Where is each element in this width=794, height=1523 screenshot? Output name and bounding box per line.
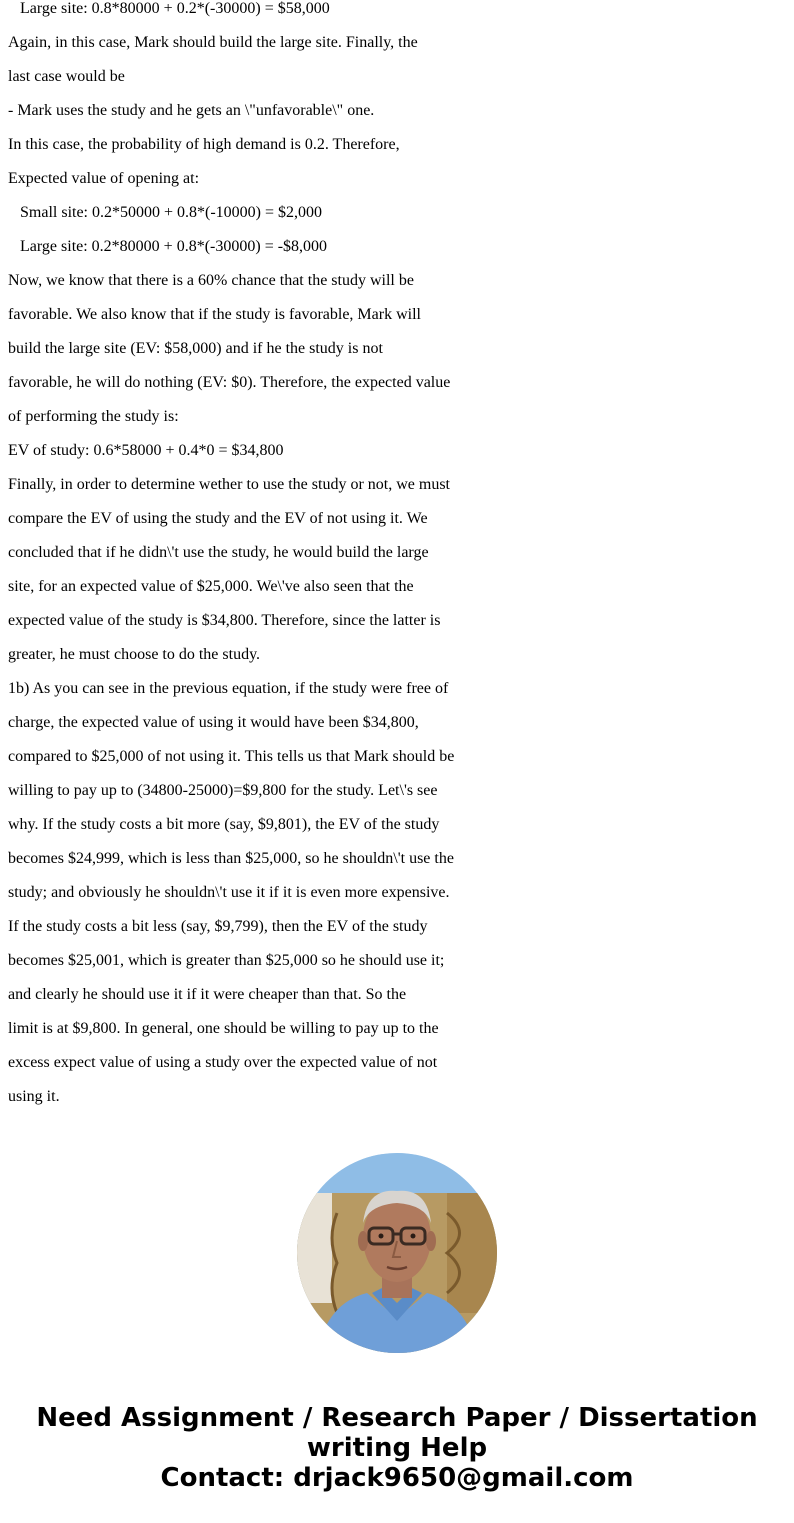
text-line: concluded that if he didn\'t use the study, he would build the large	[8, 544, 429, 561]
text-line: of performing the study is:	[8, 408, 179, 425]
text-line: study; and obviously he shouldn\'t use it if it is even more expensive.	[8, 884, 450, 901]
text-line: Finally, in order to determine wether to use the study or not, we must	[8, 476, 450, 493]
text-line: last case would be	[8, 68, 125, 85]
author-avatar	[297, 1153, 497, 1353]
text-line: Small site: 0.2*50000 + 0.8*(-10000) = $2,000	[20, 204, 323, 221]
text-line: becomes $25,001, which is greater than $25,000 so he should use it;	[8, 952, 445, 969]
text-line: charge, the expected value of using it would have been $34,800,	[8, 714, 419, 731]
text-line: becomes $24,999, which is less than $25,000, so he shouldn\'t use the	[8, 850, 454, 867]
text-line: site, for an expected value of $25,000. We\'ve also seen that the	[8, 578, 414, 595]
text-line: compare the EV of using the study and the EV of not using it. We	[8, 510, 428, 527]
text-line: limit is at $9,800. In general, one should be willing to pay up to the	[8, 1020, 439, 1037]
text-line: EV of study: 0.6*58000 + 0.4*0 = $34,800	[8, 442, 284, 459]
promo-banner	[0, 1403, 794, 1493]
text-line: If the study costs a bit less (say, $9,799), then the EV of the study	[8, 918, 428, 935]
text-line: why. If the study costs a bit more (say, $9,801), the EV of the study	[8, 816, 440, 833]
text-line: Large site: 0.2*80000 + 0.8*(-30000) = -$8,000	[20, 238, 328, 255]
promo-line-2: writing Help	[306, 1433, 488, 1463]
text-line: favorable. We also know that if the study is favorable, Mark will	[8, 306, 421, 323]
text-line: - Mark uses the study and he gets an \"unfavorable\" one.	[8, 102, 375, 119]
text-line: Large site: 0.8*80000 + 0.2*(-30000) = $58,000	[20, 0, 330, 17]
text-line: favorable, he will do nothing (EV: $0). Therefore, the expected value	[8, 374, 451, 391]
text-line: Expected value of opening at:	[8, 170, 200, 187]
text-line: willing to pay up to (34800-25000)=$9,800 for the study. Let\'s see	[8, 782, 438, 799]
text-line: Again, in this case, Mark should build the large site. Finally, the	[8, 34, 418, 51]
text-line: and clearly he should use it if it were cheaper than that. So the	[8, 986, 407, 1003]
text-line: expected value of the study is $34,800. Therefore, since the latter is	[8, 612, 441, 629]
text-line: using it.	[8, 1088, 60, 1105]
text-line: In this case, the probability of high demand is 0.2. Therefore,	[8, 136, 400, 153]
text-line: excess expect value of using a study over the expected value of not	[8, 1054, 438, 1071]
text-line: 1b) As you can see in the previous equation, if the study were free of	[8, 680, 449, 697]
text-line: build the large site (EV: $58,000) and if he the study is not	[8, 340, 383, 357]
text-line: greater, he must choose to do the study.	[8, 646, 261, 663]
text-line: compared to $25,000 of not using it. This tells us that Mark should be	[8, 748, 455, 765]
solution-text	[8, 0, 468, 1114]
promo-line-1: Need Assignment / Research Paper / Dissertation	[36, 1403, 758, 1433]
text-line: Now, we know that there is a 60% chance that the study will be	[8, 272, 414, 289]
promo-contact: Contact: drjack9650@gmail.com	[160, 1463, 634, 1493]
